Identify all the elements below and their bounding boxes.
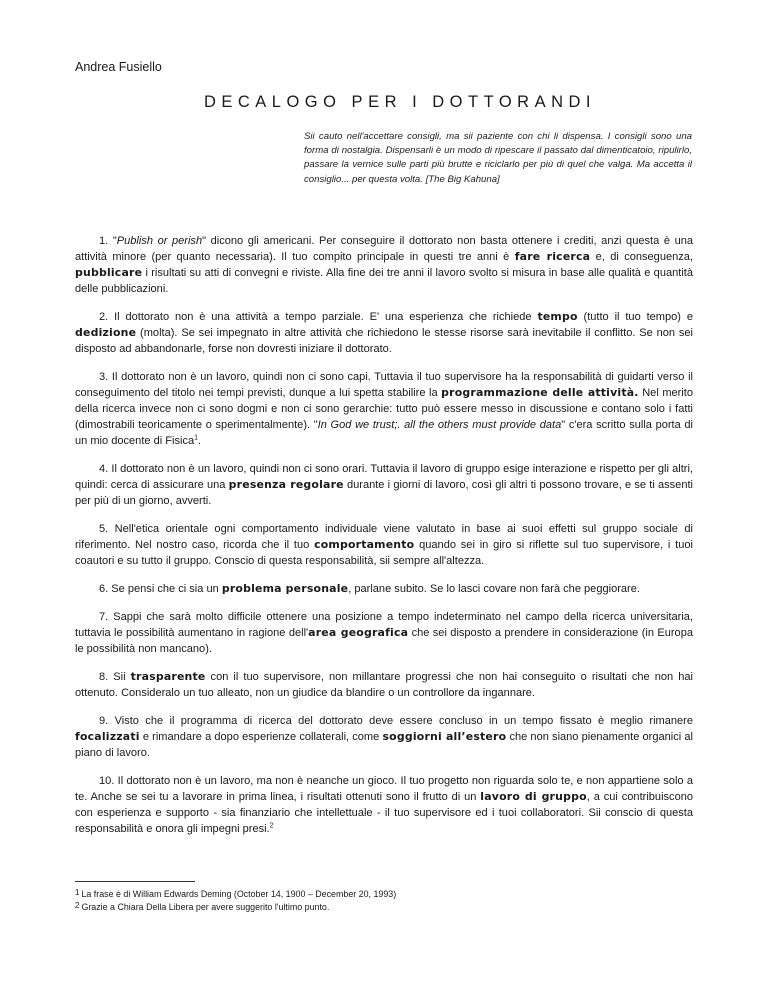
footnote-ref-1: 1 <box>194 434 199 442</box>
decalogue-item-8: 8. Sii trasparente con il tuo supervisore, non millantare progressi che non hai conseguito o risultati che non hai ottenuto. Consideralo un tuo alleato, non un giudice da blandire o un controllore da ingannare. <box>75 670 693 699</box>
author-name: Andrea Fusiello <box>75 60 162 74</box>
decalogue-item-3: 3. Il dottorato non è un lavoro, quindi non ci sono capi. Tuttavia il tuo supervisore ha la responsabilità di guidarti verso il conseguimento del titolo nei tempi previsti, dunque a lui spetta stabilire la programmazione delle attività. Nel merito della ricerca invece non ci sono dogmi e non ci sono gerarchie: tutto può essere messo in discussione e contano solo i fatti (dimostrabili teoricamente o sperimentalmente). "In God we trust;. all the others must provide data" c'era scritto sulla porta di un mio docente di Fisica$^1$. <box>75 371 694 447</box>
emphasis-soggiorni-estero: soggiorni all’estero <box>382 730 507 743</box>
footnotes <box>75 888 693 913</box>
emphasis-dedizione: dedizione <box>75 326 137 339</box>
decalogue-item-10: 10. Il dottorato non è un lavoro, ma non è neanche un gioco. Il tuo progetto non riguarda solo te, e non appartiene solo a te. Anche se sei tu a lavorare in prima linea, i risultati ottenuti sono il frutto di un lavoro di gruppo, a cui contribuiscono con esperienza e supporto - sia finanziario che intellettuale - il tuo supervisore ed i tuoi collaboratori. Sii conscio di questa responsabilità e onora gli impegni presi.$^2$ <box>75 775 694 835</box>
emphasis-fare-ricerca: fare ricerca <box>514 250 591 263</box>
decalogue-item-9: 9. Visto che il programma di ricerca del dottorato deve essere concluso in un tempo fissato è meglio rimanere focalizzati e rimandare a dopo esperienze collaterali, come soggiorni all’estero che non siano pienamente organici al piano di lavoro. <box>75 715 693 759</box>
emphasis-programmazione: programmazione delle attività. <box>441 386 639 399</box>
decalogue-item-5: 5. Nell'etica orientale ogni comportamento individuale viene valutato in base ai suoi effetti sul gruppo sociale di riferimento. Nel nostro caso, ricorda che il tuo comportamento quando sei in giro si riflette sul tuo supervisore, i tuoi coautori e su tutto il gruppo. Conscio di questa responsabilità, sii sempre all'altezza. <box>75 523 693 567</box>
decalogue-item-1: 1. "Publish or perish" dicono gli americani. Per conseguire il dottorato non basta ottenere i crediti, anzi questa è una attività minore (per quanto necessaria). Il tuo compito principale in questi tre anni è fare ricerca e, di conseguenza, pubblicare i risultati su atti di convegni e riviste. Alla fine dei tre anni il lavoro svolto si misura in base alle qualità e quantità delle pubblicazioni. <box>75 235 694 295</box>
epigraph-quote: Sii cauto nell'accettare consigli, ma sii paziente con chi li dispensa. I consigli sono una forma di nostalgia. Dispensarli è un modo di ripescare il passato dal dimenticatoio, ripulirlo, passare la vernice sulle parti più brutte e riciclarlo per più di quel che valga. Ma accetta il consiglio... per questa volta. [The Big Kahuna] <box>304 131 692 185</box>
decalogue-item-6: 6. Se pensi che ci sia un problema personale, parlane subito. Se lo lasci covare non farà che peggiorare. <box>99 582 640 595</box>
emphasis-problema-personale: problema personale <box>221 582 349 595</box>
emphasis-lavoro-di-gruppo: lavoro di gruppo <box>480 790 587 803</box>
emphasis-trasparente: trasparente <box>130 670 206 683</box>
decalogue-item-2: 2. Il dottorato non è una attività a tempo parziale. E' una esperienza che richiede tempo (tutto il tuo tempo) e dedizione (molta). Se sei impegnato in altre attività che richiedono le stesse risorse sarà inevitabile il conflitto. Se non sei disposto ad abbandonarle, forse non dovresti iniziare il dottorato. <box>75 310 693 355</box>
footnote-divider <box>75 881 195 882</box>
decalogue-body <box>75 233 693 849</box>
emphasis-focalizzati: focalizzati <box>75 730 140 743</box>
footnote-2: $^2$ Grazie a Chiara Della Libera per avere suggerito l'ultimo punto. <box>75 900 330 912</box>
emphasis-pubblicare: pubblicare <box>75 266 143 279</box>
emphasis-presenza-regolare: presenza regolare <box>228 478 344 491</box>
emphasis-tempo: tempo <box>537 310 578 323</box>
decalogue-item-4: 4. Il dottorato non è un lavoro, quindi non ci sono orari. Tuttavia il lavoro di gruppo esige interazione e rispetto per gli altri, quindi: cerca di assicurare una presenza regolare durante i giorni di lavoro, così gli altri ti possono trovare, e se ti assenti per più di un giorno, avverti. <box>75 463 693 507</box>
emphasis-area-geografica: area geografica <box>308 626 409 639</box>
emphasis-comportamento: comportamento <box>314 538 415 551</box>
footnote-1: $^1$ La frase è di William Edwards Deming (October 14, 1900 – December 20, 1993) <box>75 888 397 899</box>
decalogue-item-7: 7. Sappi che sarà molto difficile ottenere una posizione a tempo indeterminato nel campo della ricerca universitaria, tuttavia le possibilità aumentano in ragione dell'area geografica che sei disposto a prendere in considerazione (in Europa le possibilità non mancano). <box>75 611 693 655</box>
document-title: DECALOGO PER I DOTTORANDI <box>203 93 597 111</box>
footnote-ref-2: 2 <box>269 822 274 830</box>
